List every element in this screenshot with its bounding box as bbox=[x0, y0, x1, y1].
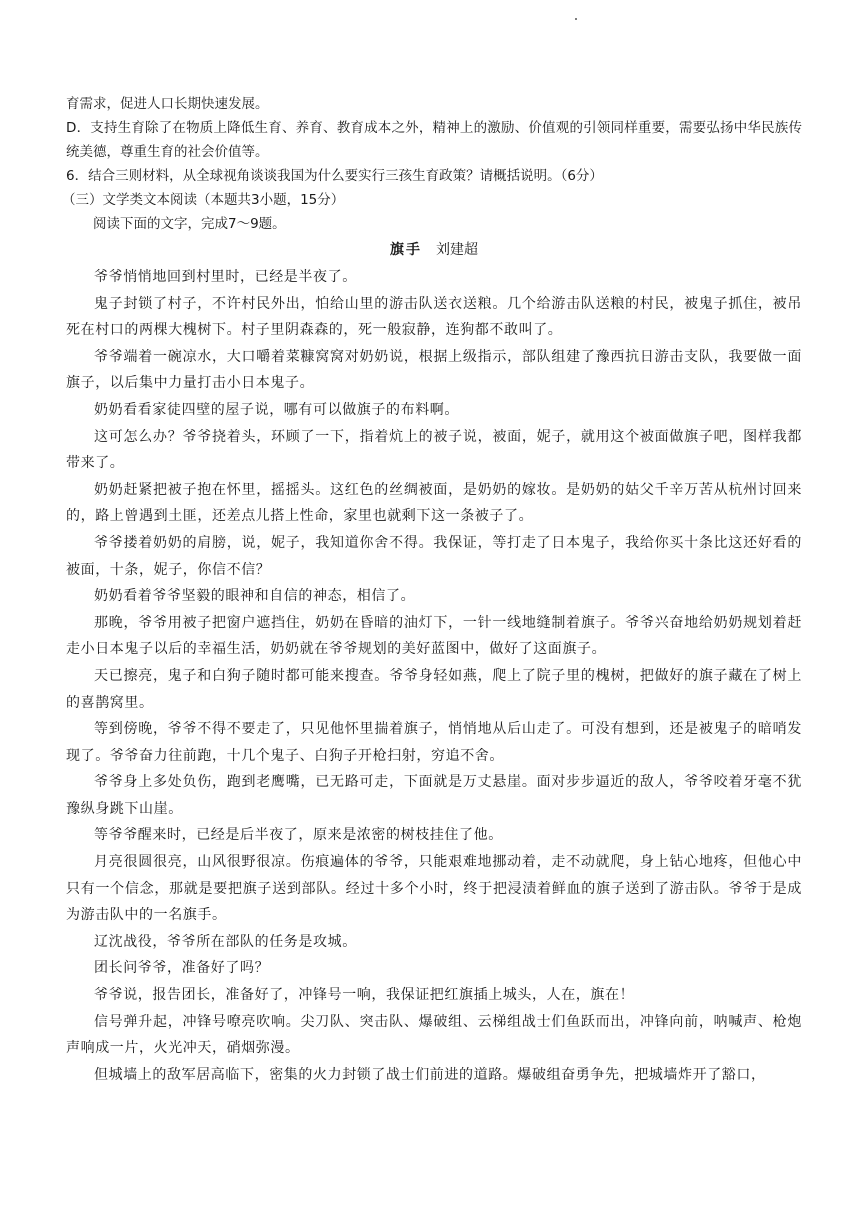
story-paragraph: 信号弹升起，冲锋号嘹亮吹响。尖刀队、突击队、爆破组、云梯组战士们鱼跃而出，冲锋向前，呐喊声、枪炮声响成一片，火光冲天，硝烟弥漫。 bbox=[66, 1013, 802, 1057]
question-6: 6．结合三则材料，从全球视角谈谈我国为什么要实行三孩生育政策？请概括说明。（6分） bbox=[66, 168, 603, 184]
story-paragraph: 爷爷说，报告团长，准备好了，冲锋号一响，我保证把红旗插上城头，人在，旗在！ bbox=[94, 987, 635, 1004]
continuation-line: 育需求，促进人口长期快速发展。 bbox=[66, 96, 269, 112]
story-paragraph: 鬼子封锁了村子，不许村民外出，怕给山里的游击队送衣送粮。几个给游击队送粮的村民，被鬼子抓住，被吊死在村口的两棵大槐树下。村子里阴森森的，死一般寂静，连狗都不敢叫了。 bbox=[66, 295, 802, 339]
header-dot bbox=[575, 18, 577, 20]
story-body bbox=[66, 264, 802, 1088]
story-paragraph: 爷爷悄悄地回到村里时，已经是半夜了。 bbox=[94, 269, 357, 285]
story-paragraph: 那晚，爷爷用被子把窗户遮挡住，奶奶在昏暗的油灯下，一针一线地缝制着旗子。爷爷兴奋地给奶奶规划着赶走小日本鬼子以后的幸福生活，奶奶就在爷爷规划的美好蓝图中，做好了这面旗子。 bbox=[66, 614, 802, 658]
story-paragraph: 等到傍晚，爷爷不得不要走了，只见他怀里揣着旗子，悄悄地从后山走了。可没有想到，还是被鬼子的暗哨发现了。爷爷奋力往前跑，十几个鬼子、白狗子开枪扫射，穷追不舍。 bbox=[66, 721, 802, 764]
story-paragraph: 月亮很圆很亮，山风很野很凉。伤痕遍体的爷爷，只能艰难地挪动着，走不动就爬，身上钻心地疼，但他心中只有一个信念，那就是要把旗子送到部队。经过十多个小时，终于把浸渍着鲜血的旗子送到了游击队。爷爷于是成为游击队中的一名旗手。 bbox=[66, 854, 802, 924]
story-paragraph: 但城墙上的敌军居高临下，密集的火力封锁了战士们前进的道路。爆破组奋勇争先，把城墙炸开了豁口， bbox=[94, 1066, 766, 1083]
story-paragraph: 爷爷端着一碗凉水，大口嚼着菜糠窝窝对奶奶说，根据上级指示，部队组建了豫西抗日游击支队，我要做一面旗子，以后集中力量打击小日本鬼子。 bbox=[66, 348, 802, 392]
story-title: 旗手 bbox=[390, 242, 422, 258]
option-d: D．支持生育除了在物质上降低生育、养育、教育成本之外，精神上的激励、价值观的引领同样重要，需要弘扬中华民族传统美德，尊重生育的社会价值等。 bbox=[66, 120, 802, 160]
story-paragraph: 辽沈战役，爷爷所在部队的任务是攻城。 bbox=[94, 933, 357, 950]
story-paragraph: 等爷爷醒来时，已经是后半夜了，原来是浓密的树枝挂住了他。 bbox=[94, 827, 503, 844]
story-paragraph: 天已擦亮，鬼子和白狗子随时都可能来搜查。爷爷身轻如燕，爬上了院子里的槐树，把做好的旗子藏在了树上的喜鹊窝里。 bbox=[66, 667, 802, 711]
story-paragraph: 奶奶看着爷爷坚毅的眼神和自信的神态，相信了。 bbox=[94, 588, 416, 605]
story-paragraph: 团长问爷爷，准备好了吗？ bbox=[94, 960, 270, 977]
story-title-row bbox=[66, 238, 802, 262]
section-heading: （三）文学类文本阅读（本题共3小题，15分） bbox=[62, 192, 345, 208]
story-paragraph: 这可怎么办？爷爷挠着头，环顾了一下，指着炕上的被子说，被面，妮子，就用这个被面做旗子吧，图样我都带来了。 bbox=[66, 428, 802, 472]
story-author: 刘建超 bbox=[436, 242, 478, 258]
instruction: 阅读下面的文字，完成7～9题。 bbox=[93, 216, 286, 232]
story-paragraph: 奶奶看看家徒四壁的屋子说，哪有可以做旗子的布料啊。 bbox=[94, 401, 459, 418]
story-paragraph: 爷爷搂着奶奶的肩膀，说，妮子，我知道你舍不得。我保证，等打走了日本鬼子，我给你买十条比这还好看的被面，十条，妮子，你信不信？ bbox=[66, 534, 802, 578]
story-paragraph: 奶奶赶紧把被子抱在怀里，摇摇头。这红色的丝绸被面，是奶奶的嫁妆。是奶奶的姑父千辛万苦从杭州讨回来的，路上曾遇到土匪，还差点儿搭上性命，家里也就剩下这一条被子了。 bbox=[66, 481, 802, 525]
story-paragraph: 爷爷身上多处负伤，跑到老鹰嘴，已无路可走，下面就是万丈悬崖。面对步步逼近的敌人，爷爷咬着牙毫不犹豫纵身跳下山崖。 bbox=[66, 774, 802, 817]
